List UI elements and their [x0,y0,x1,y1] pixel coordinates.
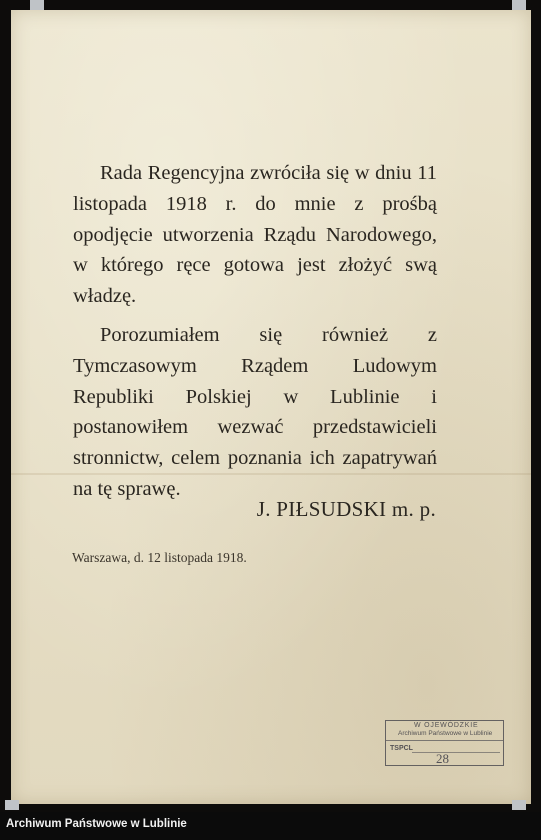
stamp-line-3: TSPCL [390,745,413,752]
stamp-rule-2 [412,752,500,753]
paragraph-2: Porozumiałem się również z Tymczasowym Rządem Ludowym Republiki Polskiej w Lublinie i postanowiłem wezwać przedstawicieli stronnictw, celem poznania ich zapatrywań na tę sprawę. [73,323,437,500]
signature: J. PIŁSUDSKI m. p. [256,497,436,521]
archive-label: Archiwum Państwowe w Lublinie [6,818,187,830]
corner-tab-icon [30,0,44,10]
paragraph-1: Rada Regencyjna zwróciła się w dniu 11 listopada 1918 r. do mnie z prośbą opodjęcie utworzenia Rządu Narodowego, w którego ręce gotowa jest złożyć swą władzę. [73,162,437,308]
stamp-line-1: W OJEWÓDZKIE [414,722,479,729]
stamp-number: 28 [436,751,449,766]
corner-tab-icon [5,800,19,810]
archive-stamp [385,720,504,766]
corner-tab-icon [512,800,526,810]
place-date: Warszawa, d. 12 listopada 1918. [72,550,247,565]
stamp-rule [386,740,503,741]
corner-tab-icon [512,0,526,10]
footer-bar [0,812,541,840]
stamp-line-2: Archiwum Państwowe w Lublinie [398,730,493,737]
proclamation-body [73,158,437,505]
